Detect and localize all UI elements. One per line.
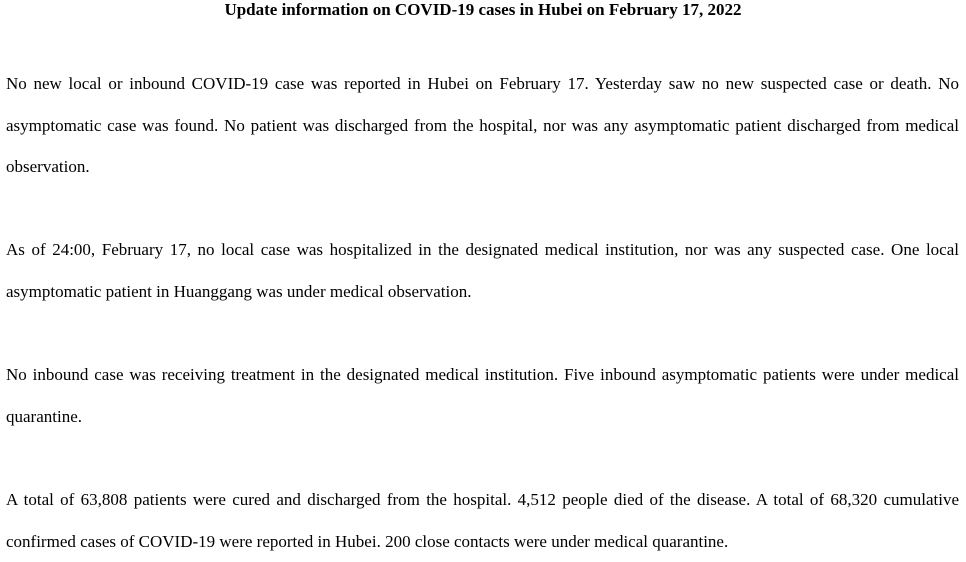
paragraph-local-cases: As of 24:00, February 17, no local case was hospitalized in the designated medical institution, nor was any suspected case. One local asymptomatic patient in Huanggang was under medical observation. <box>6 240 959 301</box>
paragraph-new-cases: No new local or inbound COVID-19 case was reported in Hubei on February 17. Yesterday saw no new suspected case or death. No asymptomatic case was found. No patient was discharged from the hospital, nor was any asymptomatic patient discharged from medical observation. <box>6 74 959 176</box>
paragraph-cumulative-totals: A total of 63,808 patients were cured and discharged from the hospital. 4,512 people died of the disease. A total of 68,320 cumulative confirmed cases of COVID-19 were reported in Hubei. 200 close contacts were under medical quarantine. <box>6 490 959 551</box>
paragraph-inbound-cases: No inbound case was receiving treatment in the designated medical institution. Five inbound asymptomatic patients were under medical quarantine. <box>6 365 959 426</box>
document-title: Update information on COVID-19 cases in Hubei on February 17, 2022 <box>224 0 742 19</box>
